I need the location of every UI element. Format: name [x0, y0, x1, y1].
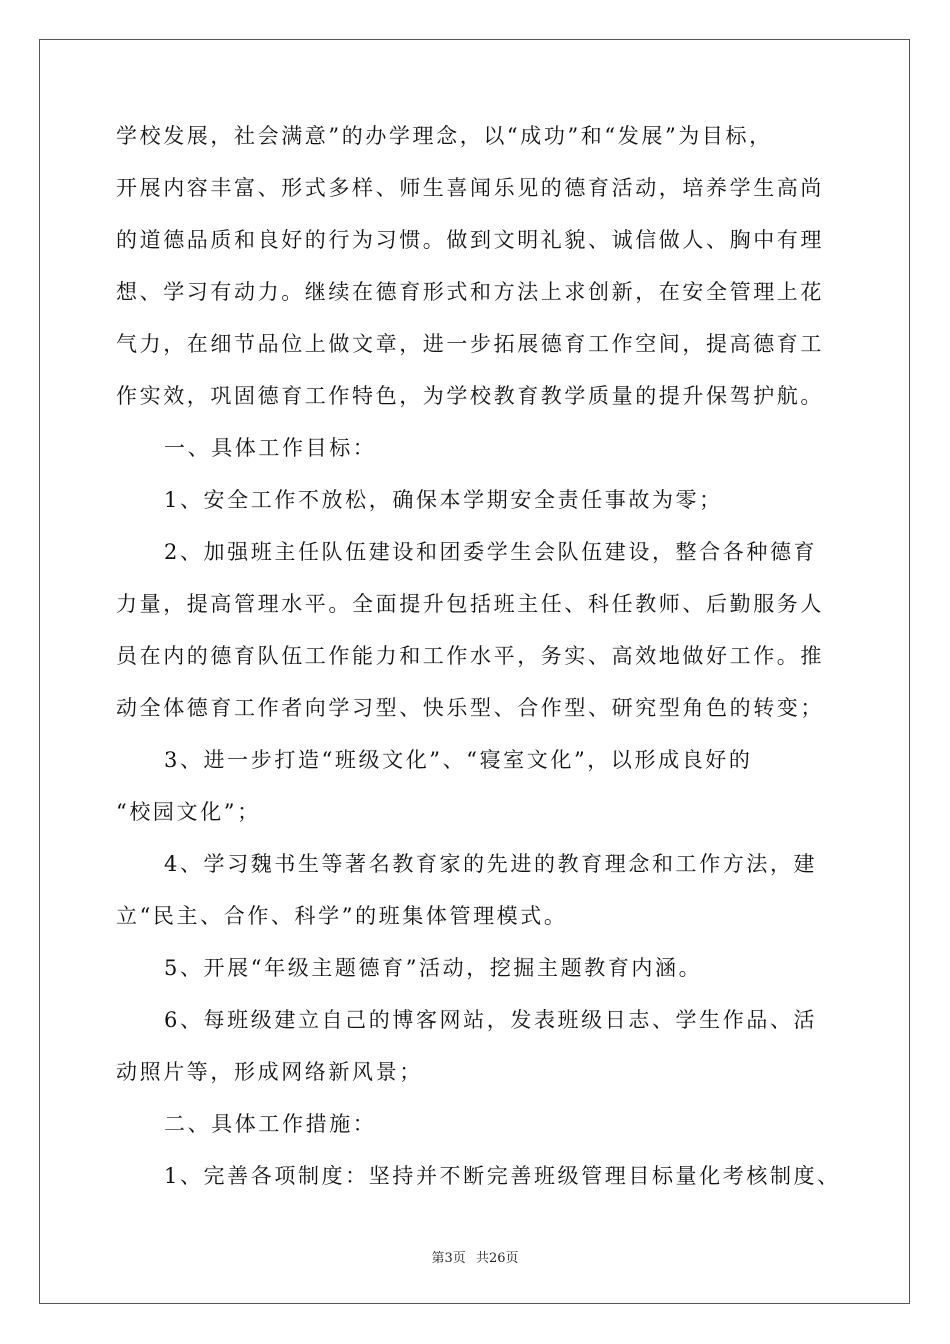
page-footer [0, 1247, 950, 1266]
text-line-19: 动照片等，形成网络新风景； [116, 1060, 423, 1084]
goal-item-5: 5、开展“年级主题德育”活动，挖掘主题教育内涵。 [164, 956, 703, 980]
page-number: 第3页 [431, 1251, 466, 1266]
text-line-12: 动全体德育工作者向学习型、快乐型、合作型、研究型角色的转变； [116, 696, 824, 720]
text-line-11: 员在内的德育队伍工作能力和工作水平，务实、高效地做好工作。推 [116, 644, 824, 668]
section-heading-goals: 一、具体工作目标： [164, 436, 377, 460]
text-line-4: 想、学习有动力。继续在德育形式和方法上求创新，在安全管理上花 [116, 280, 824, 304]
text-line-1: 学校发展，社会满意”的办学理念，以“成功”和“发展”为目标， [116, 124, 773, 148]
text-line-2: 开展内容丰富、形式多样、师生喜闻乐见的德育活动，培养学生高尚 [116, 176, 824, 200]
text-line-3: 的道德品质和良好的行为习惯。做到文明礼貌、诚信做人、胸中有理 [116, 228, 824, 252]
page-total: 共26页 [475, 1251, 519, 1266]
section-heading-measures: 二、具体工作措施： [164, 1112, 377, 1136]
goal-item-3: 3、进一步打造“班级文化”、“寝室文化”，以形成良好的 [164, 748, 753, 772]
goal-item-6: 6、每班级建立自己的博客网站，发表班级日志、学生作品、活 [164, 1008, 818, 1032]
goal-item-1: 1、安全工作不放松，确保本学期安全责任事故为零； [164, 488, 723, 512]
goal-item-4: 4、学习魏书生等著名教育家的先进的教育理念和工作方法，建 [164, 852, 818, 876]
measure-item-1: 1、完善各项制度：坚持并不断完善班级管理目标量化考核制度、 [164, 1164, 841, 1188]
text-line-6: 作实效，巩固德育工作特色，为学校教育教学质量的提升保驾护航。 [116, 384, 824, 408]
text-line-5: 气力，在细节品位上做文章，进一步拓展德育工作空间，提高德育工 [116, 332, 824, 356]
text-line-10: 力量，提高管理水平。全面提升包括班主任、科任教师、后勤服务人 [116, 592, 824, 616]
text-line-14: “校园文化”； [116, 800, 261, 824]
text-line-16: 立“民主、合作、科学”的班集体管理模式。 [116, 904, 568, 928]
goal-item-2: 2、加强班主任队伍建设和团委学生会队伍建设，整合各种德育 [164, 540, 818, 564]
